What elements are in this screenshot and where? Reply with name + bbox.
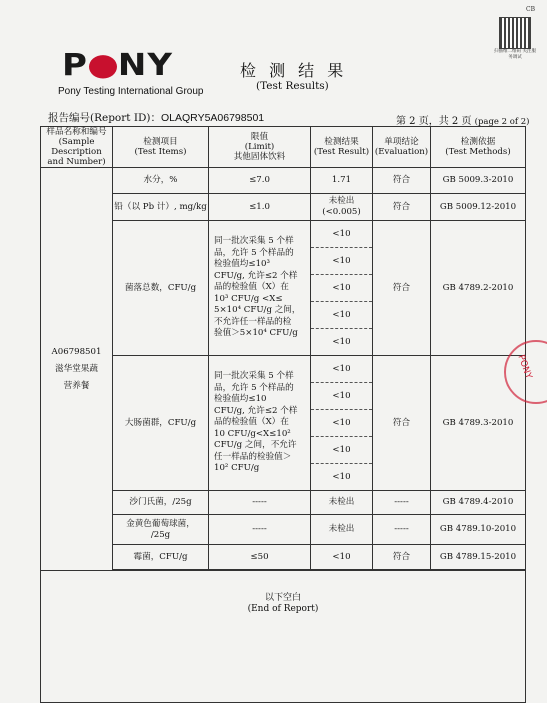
qr-caption: 扫描维二维码 关注服务调试 <box>494 49 536 60</box>
header-result: 检测结果 (Test Result) <box>311 127 373 168</box>
company-logo: P NY <box>62 47 173 83</box>
table-row: A06798501 滋华堂果蔬 营养餐 水分，% ≤7.0 1.71 符合 GB 5009.3-2010 <box>41 168 526 194</box>
results-table <box>40 126 526 703</box>
table-row: 菌落总数，CFU/g 同一批次采集 5 个样 品，允许 5 个样品的 检验值均≤10³ CFU/g, 允许≤2 个样 品的检验值（X）在 10³ CFU/g <X≤ 5×10⁴ CFU/g 之间， 不允许任一样品的检 验值＞5×10⁴ CFU/g <10 <10 <10 <10 <10 符合 GB 4789.2-2010 <box>41 221 526 356</box>
page-title-en: (Test Results) <box>256 80 329 92</box>
header-methods: 检测依据 (Test Methods) <box>431 127 526 168</box>
corner-mark: CB <box>526 6 535 13</box>
logo-o-mark <box>89 55 117 78</box>
colony-limit: 同一批次采集 5 个样 品，允许 5 个样品的 检验值均≤10³ CFU/g, 允许≤2 个样 品的检验值（X）在 10³ CFU/g <X≤ 5×10⁴ CFU/g 之间， 不允许任一样品的检 验值＞5×10⁴ CFU/g <box>209 221 311 356</box>
end-row: 以下空白 (End of Report) <box>41 571 526 703</box>
header-sample: 样品名称和编号 (Sample Description and Number) <box>41 127 113 168</box>
header-row <box>41 127 526 168</box>
qr-code-icon <box>499 17 531 49</box>
table-row: 霉菌，CFU/g ≤50 <10 符合 GB 4789.15-2010 <box>41 545 526 570</box>
header-items: 检测项目 (Test Items) <box>113 127 209 168</box>
table-row: 沙门氏菌，/25g ----- 未检出 ----- GB 4789.4-2010 <box>41 491 526 515</box>
table-row: 铅（以 Pb 计）, mg/kg ≤1.0 未检出 (<0.005) 符合 GB 5009.12-2010 <box>41 194 526 221</box>
header-evaluation: 单项结论 (Evaluation) <box>373 127 431 168</box>
page-info: 第 2 页，共 2 页 (page 2 of 2) <box>396 116 530 127</box>
organization-name: Pony Testing International Group <box>58 86 204 97</box>
sample-cell: A06798501 滋华堂果蔬 营养餐 <box>41 168 113 571</box>
coliform-limit: 同一批次采集 5 个样 品，允许 5 个样品的 检验值均≤10 CFU/g, 允许≤2 个样 品的检验值（X）在 10 CFU/g<X≤10² CFU/g 之间，不允许 任一样品的检验值＞ 10² CFU/g <box>209 356 311 491</box>
table-row: 大肠菌群，CFU/g 同一批次采集 5 个样 品，允许 5 个样品的 检验值均≤10 CFU/g, 允许≤2 个样 品的检验值（X）在 10 CFU/g<X≤10² CFU/g 之间，不允许 任一样品的检验值＞ 10² CFU/g <10 <10 <10 <10 <10 符合 GB 4789.3-2010 <box>41 356 526 491</box>
seal-text: PONY <box>515 353 534 381</box>
page-title: 检 测 结 果 <box>240 61 348 80</box>
table-row: 金黄色葡萄球菌， /25g ----- 未检出 ----- GB 4789.10-2010 <box>41 515 526 545</box>
header-limit: 限值 (Limit) 其他固体饮料 <box>209 127 311 168</box>
report-id: 报告编号(Report ID)：OLAQRY5A06798501 <box>48 112 265 124</box>
